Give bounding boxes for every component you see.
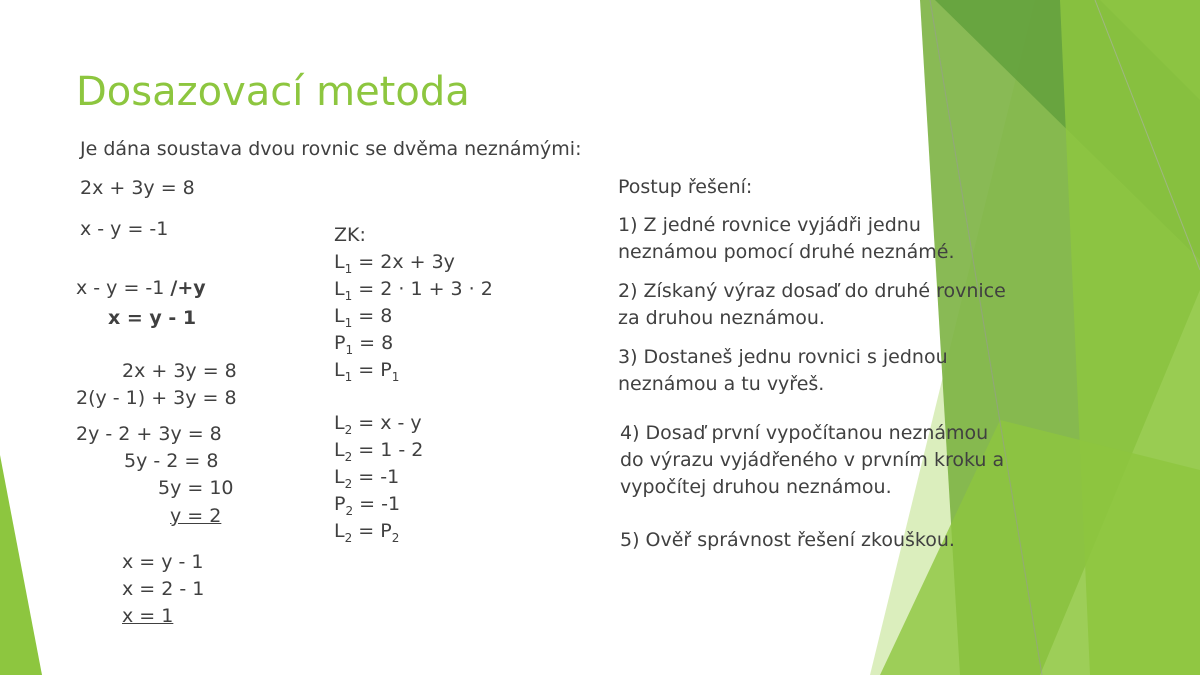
procedure-step-3-line: neznámou a tu vyřeš. (618, 373, 825, 395)
check-sub: 2 (344, 449, 353, 464)
subst-line-1: 2x + 3y = 8 (122, 360, 237, 382)
check-sub2: 2 (391, 530, 400, 545)
check-sub: 1 (344, 369, 353, 384)
check-sub: 2 (345, 503, 354, 518)
check-post: = 2 · 1 + 3 · 2 (352, 278, 493, 300)
check-post: = P (352, 520, 392, 542)
check-sub: 2 (344, 476, 353, 491)
procedure-step-2-line: za druhou neznámou. (618, 307, 825, 329)
check-sub: 1 (344, 315, 353, 330)
check-header: ZK: (334, 224, 366, 246)
intro-text: Je dána soustava dvou rovnic se dvěma neznámými: (80, 138, 582, 160)
check-pre: L (334, 278, 345, 300)
check-sub: 2 (344, 530, 353, 545)
subst-line-5: 5y = 10 (158, 477, 234, 499)
procedure-step-3-line: 3) Dostaneš jednu rovnici s jednou (618, 346, 948, 368)
procedure-step-1-line: 1) Z jedné rovnice vyjádři jednu (618, 214, 921, 236)
subst-line-4: 5y - 2 = 8 (124, 450, 219, 472)
check-post: = 8 (352, 305, 393, 327)
check-post: = -1 (353, 493, 401, 515)
check-line (334, 357, 399, 391)
check-pre: L (334, 439, 345, 461)
check-pre: L (334, 412, 345, 434)
procedure-step-2-line: 2) Získaný výraz dosaď do druhé rovnice (618, 280, 1006, 302)
check-sub: 1 (344, 261, 353, 276)
procedure-step-4-line: vypočítej druhou neznámou. (620, 476, 892, 498)
back-line-2: x = 2 - 1 (122, 578, 205, 600)
back-line-1: x = y - 1 (122, 551, 204, 573)
procedure-step-4-line: do výrazu vyjádřeného v prvním kroku a (620, 449, 1005, 471)
check-line (334, 518, 399, 552)
check-sub: 2 (344, 422, 353, 437)
equation-1: 2x + 3y = 8 (80, 177, 195, 199)
procedure-step-1-line: neznámou pomocí druhé neznámé. (618, 241, 955, 263)
subst-line-3: 2y - 2 + 3y = 8 (76, 423, 222, 445)
check-post: = 8 (353, 332, 394, 354)
check-post: = -1 (352, 466, 400, 488)
procedure-step-5-line: 5) Ověř správnost řešení zkouškou. (620, 529, 955, 551)
check-sub: 1 (345, 342, 354, 357)
check-post: = 2x + 3y (352, 251, 455, 273)
solution-line-1-eq: x - y = -1 (76, 277, 165, 299)
solution-line-2: x = y - 1 (108, 307, 197, 329)
procedure-step-4-line: 4) Dosaď první vypočítanou neznámou (620, 422, 989, 444)
check-pre: L (334, 466, 345, 488)
check-pre: L (334, 305, 345, 327)
check-pre: L (334, 359, 345, 381)
check-sub2: 1 (391, 369, 400, 384)
subst-line-2: 2(y - 1) + 3y = 8 (76, 387, 237, 409)
equation-2: x - y = -1 (80, 218, 169, 240)
check-pre: L (334, 520, 345, 542)
check-post: = 1 - 2 (352, 439, 424, 461)
check-post: = P (352, 359, 392, 381)
check-post: = x - y (352, 412, 422, 434)
procedure-header: Postup řešení: (618, 176, 753, 198)
solution-line-1-op: /+y (170, 277, 206, 299)
check-pre: P (334, 332, 346, 354)
left-green-triangle (0, 455, 42, 675)
check-pre: P (334, 493, 346, 515)
back-line-3: x = 1 (122, 605, 174, 627)
slide-title: Dosazovací metoda (76, 69, 470, 115)
check-sub: 1 (344, 288, 353, 303)
solution-line-1 (76, 275, 206, 302)
subst-line-6: y = 2 (170, 505, 222, 527)
check-pre: L (334, 251, 345, 273)
